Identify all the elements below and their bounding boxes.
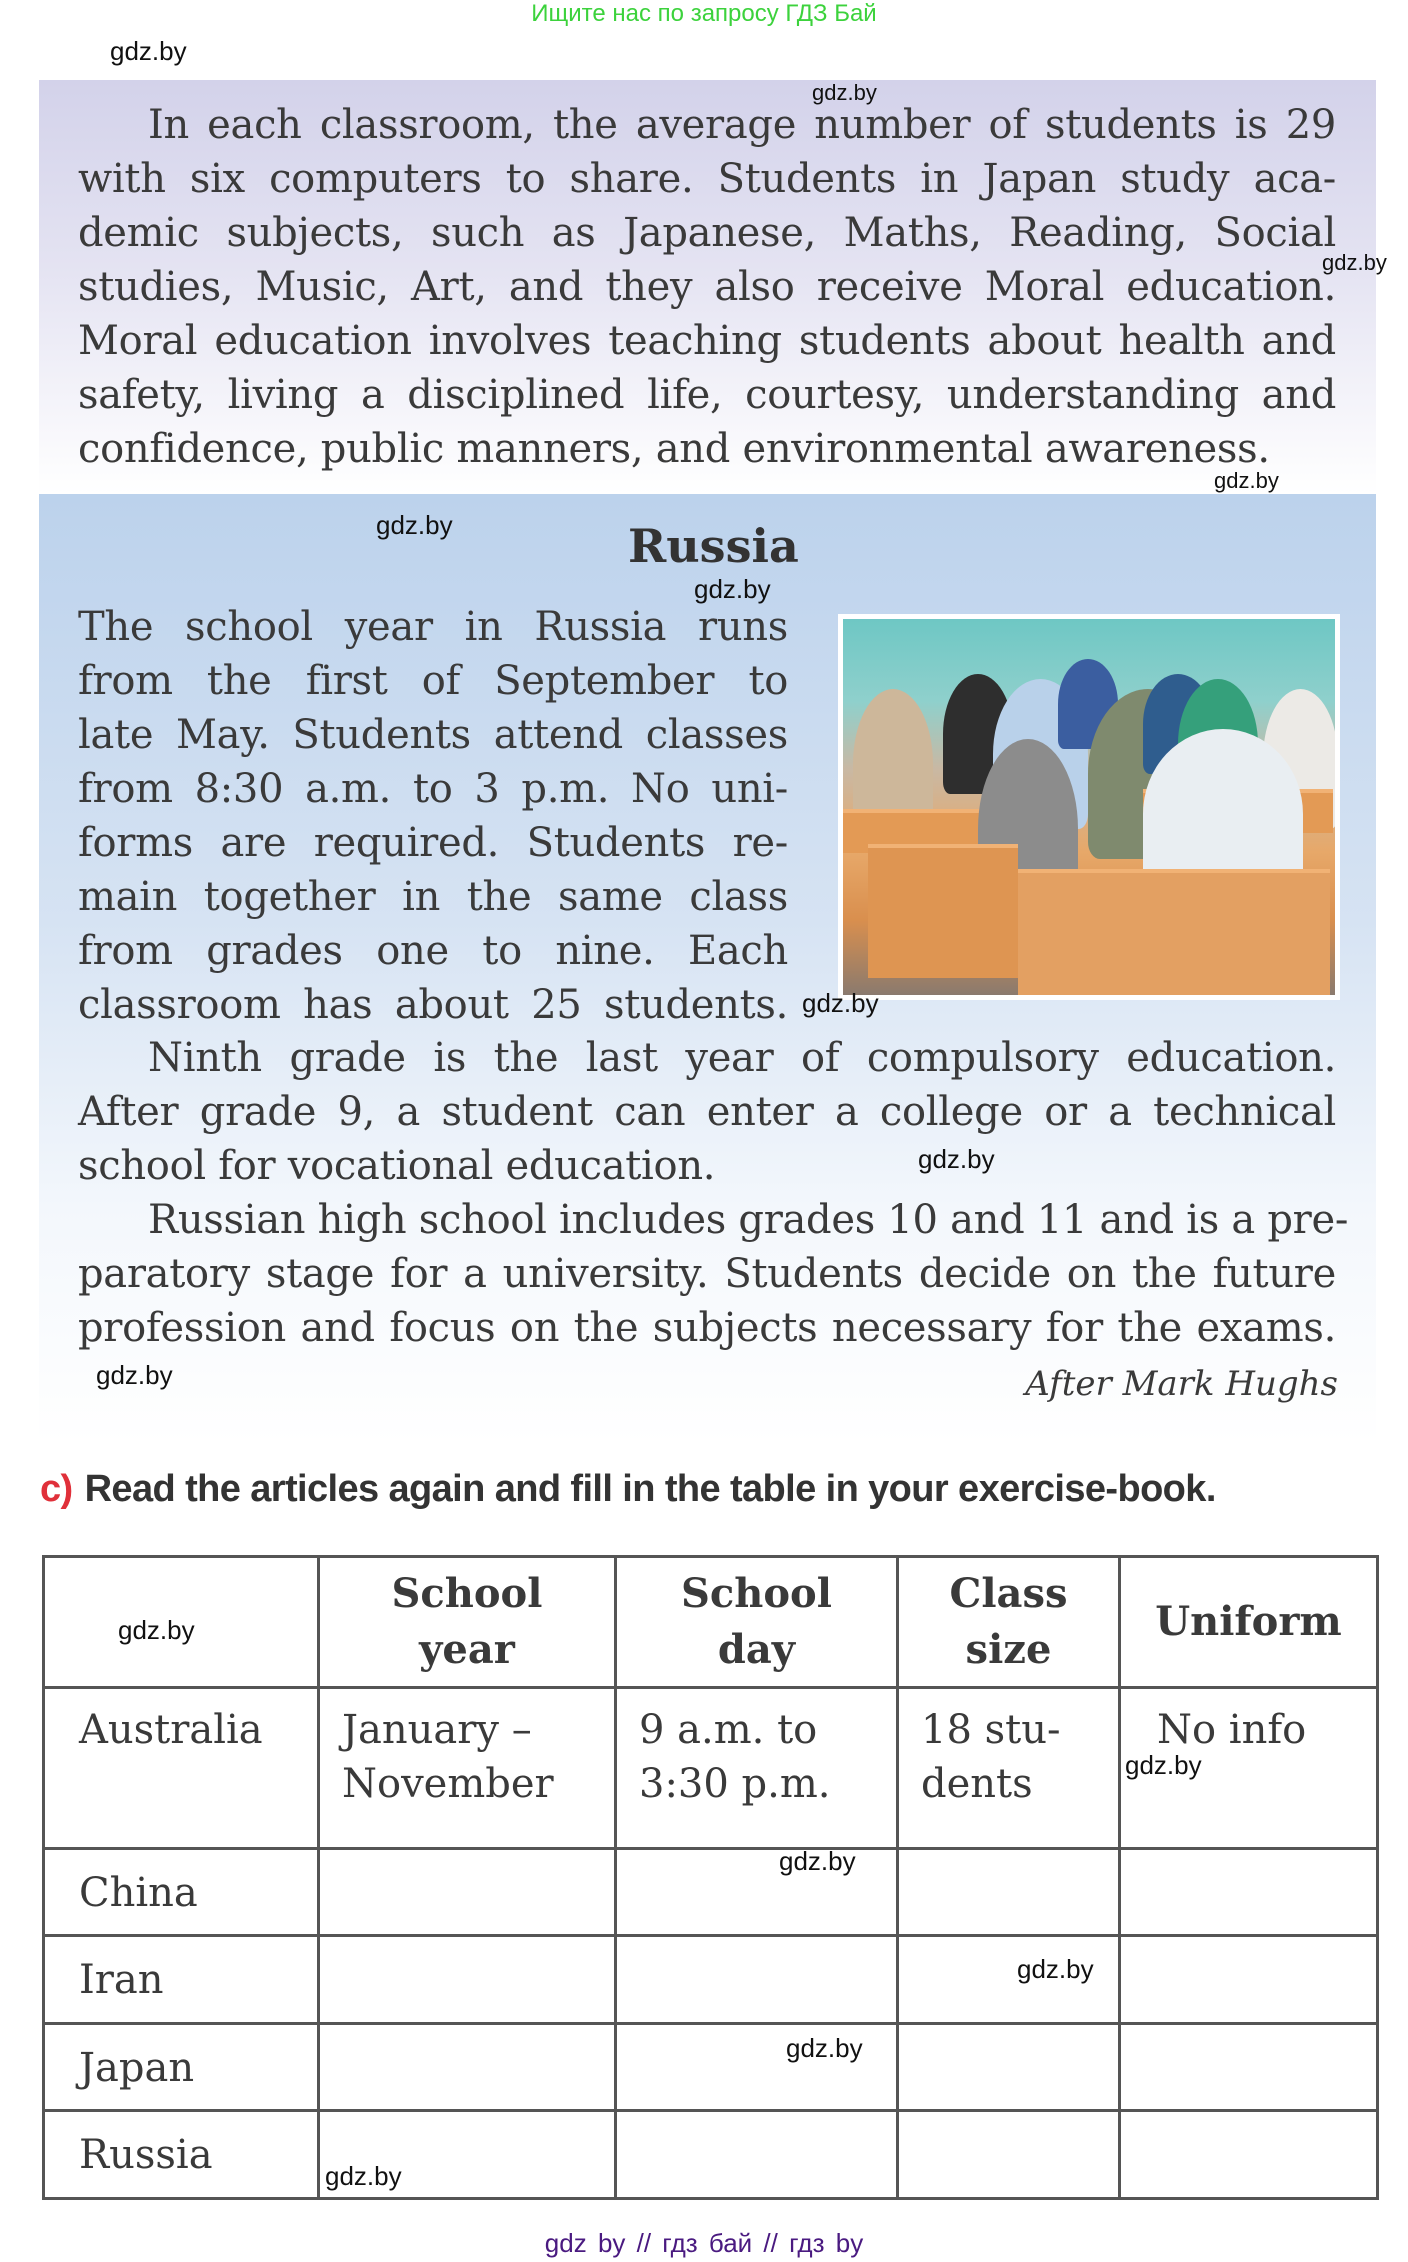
uniform-cell: No info: [1120, 1688, 1378, 1849]
watermark: gdz.by: [812, 80, 877, 105]
watermark: gdz.by: [118, 1615, 195, 1645]
text-line: Russian high school includes grades 10 and 11 and is a pre-: [148, 1197, 1349, 1243]
text-line: safety, living a disciplined life, courtesy, understanding and: [78, 372, 1336, 418]
japan-paragraph: [78, 98, 1336, 476]
exercise-letter: c): [40, 1468, 73, 1510]
text-line: from the first of September to: [78, 658, 788, 704]
text-line: confidence, public manners, and environmental awareness.: [78, 426, 1270, 472]
watermark: gdz.by: [1214, 468, 1279, 493]
watermark: gdz.by: [694, 574, 771, 604]
russia-paragraph-1: [78, 600, 788, 1032]
text-line: profession and focus on the subjects necessary for the exams.: [78, 1305, 1336, 1351]
country-cell: Iran: [44, 1936, 319, 2024]
country-cell: Australia: [44, 1688, 319, 1849]
watermark: gdz.by: [786, 2033, 863, 2063]
school-day-cell[interactable]: [616, 1936, 898, 2024]
text-line: In each classroom, the average number of students is 29: [148, 102, 1336, 148]
watermark: gdz.by: [1322, 250, 1387, 275]
header-school-day: School day: [616, 1557, 898, 1688]
watermark: gdz.by: [802, 988, 879, 1018]
watermark: gdz.by: [96, 1360, 173, 1390]
russia-paragraph-2: [78, 1031, 1349, 1355]
school-day-cell[interactable]: [616, 2111, 898, 2199]
country-cell: Japan: [44, 2024, 319, 2111]
text-line: school for vocational education.: [78, 1143, 716, 1189]
school-year-cell[interactable]: [319, 2024, 616, 2111]
table-row: [44, 1936, 1378, 2024]
text-line: Moral education involves teaching students about health and: [78, 318, 1336, 364]
article-attribution: After Mark Hughs: [1025, 1364, 1338, 1404]
classroom-photo-image: [843, 619, 1335, 995]
table-row: [44, 2111, 1378, 2199]
watermark: gdz.by: [1125, 1750, 1202, 1780]
watermark: gdz.by: [918, 1144, 995, 1174]
table-header-row: [44, 1557, 1378, 1688]
text-line: from grades one to nine. Each: [78, 928, 788, 974]
text-line: Ninth grade is the last year of compulsory education.: [148, 1035, 1336, 1081]
text-line: studies, Music, Art, and they also receive Moral education.: [78, 264, 1336, 310]
table-row: [44, 1849, 1378, 1936]
text-line: classroom has about 25 students.: [78, 982, 788, 1028]
text-line: demic subjects, such as Japanese, Maths, Reading, Social: [78, 210, 1336, 256]
watermark: gdz.by: [110, 36, 187, 66]
country-cell: Russia: [44, 2111, 319, 2199]
section-title-russia: Russia: [628, 519, 799, 573]
text-line: late May. Students attend classes: [78, 712, 788, 758]
text-line: After grade 9, a student can enter a college or a technical: [78, 1089, 1336, 1135]
school-day-cell: 9 a.m. to 3:30 p.m.: [616, 1688, 898, 1849]
text-line: The school year in Russia runs: [78, 604, 788, 650]
school-year-cell: January – November: [319, 1688, 616, 1849]
class-size-cell[interactable]: [898, 1849, 1120, 1936]
uniform-cell[interactable]: [1120, 1936, 1378, 2024]
comparison-table: [42, 1555, 1379, 2200]
watermark: gdz.by: [779, 1846, 856, 1876]
class-size-cell[interactable]: [898, 2111, 1120, 2199]
header-uniform: Uniform: [1120, 1557, 1378, 1688]
text-line: paratory stage for a university. Students decide on the future: [78, 1251, 1336, 1297]
search-banner[interactable]: Ищите нас по запросу ГДЗ Бай: [531, 0, 877, 27]
text-line: forms are required. Students re-: [78, 820, 788, 866]
text-line: main together in the same class: [78, 874, 788, 920]
table-row: [44, 2024, 1378, 2111]
exercise-instruction: [40, 1466, 1216, 1512]
school-year-cell[interactable]: [319, 1849, 616, 1936]
watermark: gdz.by: [1017, 1954, 1094, 1984]
text-line: from 8:30 a.m. to 3 p.m. No uni-: [78, 766, 788, 812]
uniform-cell[interactable]: [1120, 2024, 1378, 2111]
exercise-instruction-text: Read the articles again and fill in the table in your exercise-book.: [84, 1468, 1216, 1510]
class-size-cell[interactable]: [898, 2024, 1120, 2111]
watermark: gdz.by: [325, 2161, 402, 2191]
country-cell: China: [44, 1849, 319, 1936]
classroom-photo: [838, 614, 1340, 1000]
header-class-size: Class size: [898, 1557, 1120, 1688]
uniform-cell[interactable]: [1120, 2111, 1378, 2199]
uniform-cell[interactable]: [1120, 1849, 1378, 1936]
watermark: gdz.by: [376, 510, 453, 540]
school-year-cell[interactable]: [319, 1936, 616, 2024]
text-line: with six computers to share. Students in Japan study aca-: [78, 156, 1336, 202]
header-school-year: School year: [319, 1557, 616, 1688]
footer-links[interactable]: gdz by // гдз бай // гдз by: [544, 2228, 864, 2258]
class-size-cell: 18 stu- dents: [898, 1688, 1120, 1849]
